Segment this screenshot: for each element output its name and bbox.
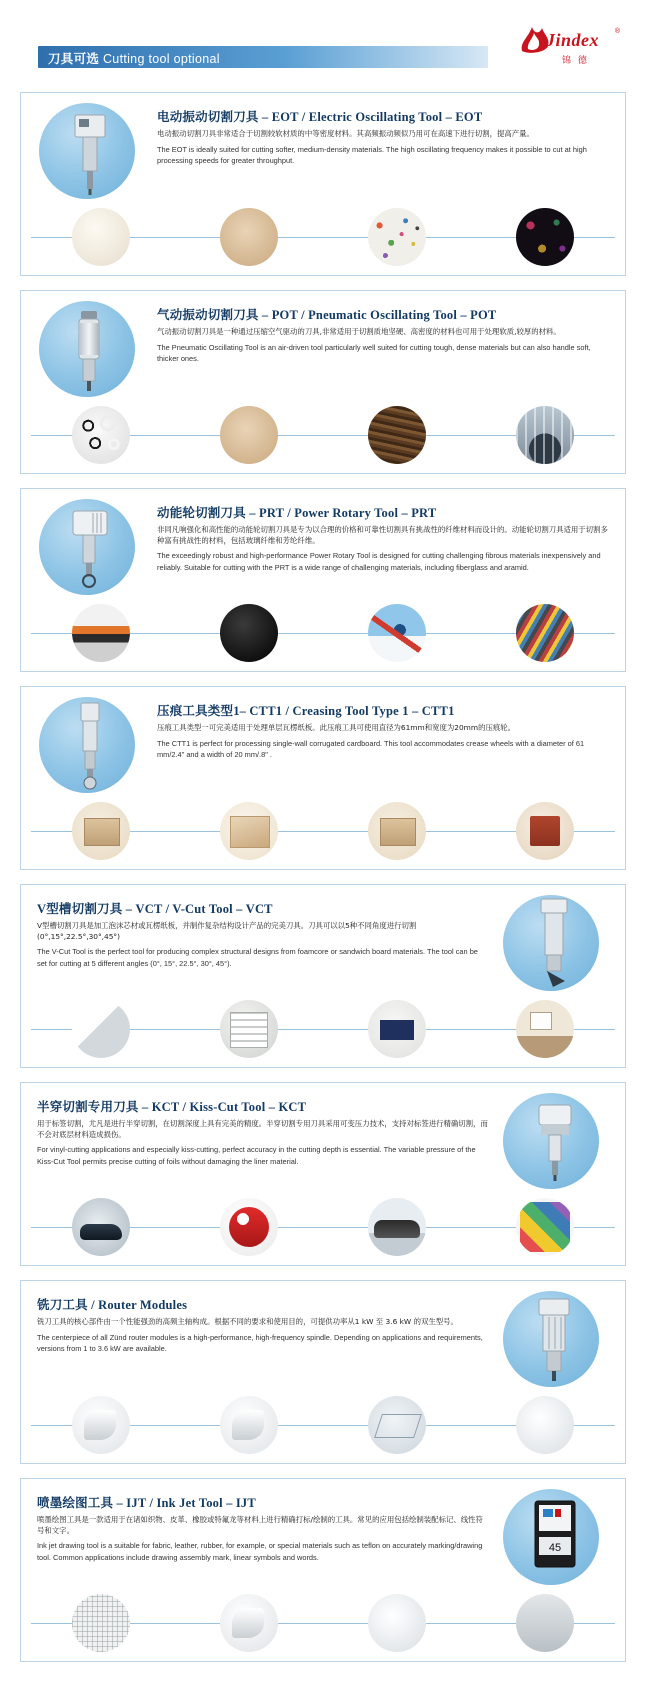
tool-desc-cn: 铣刀工具的核心部件由一个性能强劲的高频主轴构成。根据不同的要求和使用目的，可提供功率从1 kW 至 3.6 kW 的双生型号。 [37, 1317, 458, 1326]
tool-photo-pot [31, 299, 151, 399]
text-column [151, 497, 615, 573]
tool-title: 铣刀工具 / Router Modules [37, 1298, 188, 1312]
thumbnail-gasket-rings [72, 406, 130, 464]
ink-jet-tool-illustration [495, 1487, 615, 1587]
tool-desc-en: Ink jet drawing tool is a suitable for fabric, leather, rubber, for example, or special materials such as teflon on accurately marking/drawing tool. Common applications include drawing assembly mark, linear symbols and words. [37, 1541, 483, 1562]
tool-title: V型槽切割刀具 – VCT / V-Cut Tool – VCT [37, 902, 273, 916]
tool-card-ctt1 [20, 686, 626, 870]
tool-desc-cn: 喷墨绘图工具是一款适用于在诸如织物、皮革、橡胶或特氟龙等材料上进行精确打标/绘制的工具。常见的应用包括绘制装配标记、线性符号和文字。 [37, 1515, 483, 1535]
tool-card-eot [20, 92, 626, 276]
text-column [151, 299, 615, 364]
logo-chinese-name: 锦 德 [562, 56, 589, 66]
thumbnail-layered-composite [72, 604, 130, 662]
thumbnail-carton-boxes [72, 802, 130, 860]
thumbnail-curved-plastic [220, 1396, 278, 1454]
thumbnail-grey-plate [516, 1594, 574, 1652]
thumbnail-strip [27, 1393, 619, 1457]
thumbnail-strip [27, 403, 619, 467]
registered-mark: ® [614, 28, 620, 35]
power-rotary-tool-illustration [31, 497, 151, 597]
thumbnail-open-box [220, 802, 278, 860]
thumbnail-strip [27, 1195, 619, 1259]
card-top [21, 885, 625, 997]
tool-desc-cn: 用于标签切割，尤凡是进行半穿切割，在切割深度上具有完美的精度。半穿切割专用刀具采用可变压力技术，支持对标签进行精确切割，而不会对底层材料造成损伤。 [37, 1119, 488, 1139]
tool-photo-vct [495, 893, 615, 993]
card-top [21, 687, 625, 799]
section-title-bar [38, 46, 488, 68]
thumbnail-strip [27, 601, 619, 665]
tool-desc-cn: 电动振动切割刀具非常适合于切割较软材质的中等密度材料。其高频振动频似乃用可在高速下进行切割，提高产量。 [157, 129, 534, 138]
tool-photo-prt [31, 497, 151, 597]
card-top [21, 1479, 625, 1591]
tool-desc-en: The exceedingly robust and high-performance Power Rotary Tool is designed for cutting challenging fibrous materials inexpensively and reliably. Suitable for cutting with the PRT is a wide range of challenging materials, including fiberglass and aramid. [157, 551, 601, 572]
text-column [31, 1091, 495, 1167]
thumbnail-vehicle-wrap [368, 1198, 426, 1256]
text-column [31, 1487, 495, 1563]
tool-title: 喷墨绘图工具 – IJT / Ink Jet Tool – IJT [37, 1496, 256, 1510]
text-column [31, 1289, 495, 1354]
thumbnail-strip [27, 1591, 619, 1655]
tool-card-ijt [20, 1478, 626, 1662]
section-title-cn: 刀具可选 [48, 51, 100, 66]
text-column [151, 101, 615, 166]
section-title-en: Cutting tool optional [102, 52, 220, 66]
tool-title: 电动振动切割刀具 – EOT / Electric Oscillating Tool – EOT [157, 110, 483, 124]
thumbnail-navy-packaging [368, 1000, 426, 1058]
electric-oscillating-tool-illustration [31, 101, 151, 201]
thumbnail-black-carbon-fabric [220, 604, 278, 662]
tool-card-router [20, 1280, 626, 1464]
thumbnail-strip [27, 205, 619, 269]
thumbnail-strip [27, 799, 619, 863]
thumbnail-acrylic-wire-frame [368, 1396, 426, 1454]
thumbnail-shaped-foam [516, 1396, 574, 1454]
tool-desc-en: The EOT is ideally suited for cutting softer, medium-density materials. The high oscillating frequency makes it possible to cut at high processing speeds for greater throughput. [157, 144, 587, 165]
thumbnail-showroom-display [516, 1000, 574, 1058]
thumbnail-grey-sheet [72, 1000, 130, 1058]
thumbnail-display-boards [220, 1000, 278, 1058]
tool-card-vct [20, 884, 626, 1068]
text-column [31, 893, 495, 969]
tool-photo-router [495, 1289, 615, 1389]
thumbnail-folded-box [368, 802, 426, 860]
tool-title: 气动振动切割刀具 – POT / Pneumatic Oscillating Tool – POT [157, 308, 497, 322]
thumbnail-wood-veneer [368, 406, 426, 464]
thumbnail-leather-sample [220, 208, 278, 266]
tool-photo-ctt1 [31, 695, 151, 795]
pneumatic-oscillating-tool-illustration [31, 299, 151, 399]
thumbnail-leather-sample [220, 406, 278, 464]
thumbnail-foam-sample [72, 208, 130, 266]
svg-text:45: 45 [548, 1542, 562, 1554]
tool-card-pot [20, 290, 626, 474]
company-logo [516, 26, 620, 76]
thumbnail-white-curl-sample [220, 1594, 278, 1652]
tool-desc-en: The CTT1 is perfect for processing single-wall corrugated cardboard. This tool accommodates crease wheels with a diameter of 61 mm/2.4" and a width of 20 mm/.8" . [157, 738, 585, 759]
thumbnail-red-carton [516, 802, 574, 860]
thumbnail-terrazzo-sample [368, 208, 426, 266]
tool-card-kct [20, 1082, 626, 1266]
card-top [21, 93, 625, 205]
kiss-cut-tool-illustration [495, 1091, 615, 1191]
thumbnail-woven-mesh [72, 1594, 130, 1652]
card-top [21, 291, 625, 403]
card-top [21, 489, 625, 601]
tool-card-prt [20, 488, 626, 672]
thumbnail-white-curl-sample [72, 1396, 130, 1454]
tool-title: 半穿切割专用刀具 – KCT / Kiss-Cut Tool – KCT [37, 1100, 307, 1114]
thumbnail-foam-sample [368, 1594, 426, 1652]
thumbnail-ski-equipment [368, 604, 426, 662]
tool-desc-cn: 气动振动切割刀具是一种通过压缩空气驱动的刀具,非常适用于切割质地坚硬、高密度的材料也可用于处理软质,较厚的材料。 [157, 327, 561, 336]
tool-desc-en: The V-Cut Tool is the perfect tool for producing complex structural designs from foamcore or sandwich board materials. The tool can be set for cutting at 5 different angles (0°, 15°, 22.5°, 30°, 45°). [37, 947, 478, 968]
tool-photo-kct [495, 1091, 615, 1191]
thumbnail-strip [27, 997, 619, 1061]
tool-photo-ijt [495, 1487, 615, 1587]
card-top [21, 1281, 625, 1393]
thumbnail-cable-bundle [516, 604, 574, 662]
text-column [151, 695, 615, 760]
tool-title: 动能轮切割刀具 – PRT / Power Rotary Tool – PRT [157, 506, 437, 520]
thumbnail-red-ball-graphic [220, 1198, 278, 1256]
section-title [48, 49, 220, 67]
v-cut-tool-illustration [495, 893, 615, 993]
tool-desc-en: The centerpiece of all Zünd router modules is a high-performance, high-frequency spindle. Depending on applications and requirements, versions from 1 to 3.6 kW are available. [37, 1332, 483, 1353]
thumbnail-dark-floral-fabric [516, 208, 574, 266]
thumbnail-colored-stickers [516, 1198, 574, 1256]
tool-desc-en: The Pneumatic Oscillating Tool is an air-driven tool particularly well suited for cutting tough, dense materials but can also handle soft, thicker ones. [157, 342, 591, 363]
creasing-tool-illustration [31, 695, 151, 795]
page-header [0, 0, 646, 92]
router-module-illustration [495, 1289, 615, 1389]
tool-desc-cn: 压痕工具类型一可完美适用于处理单层瓦楞纸板。此压痕工具可使用直径为61mm和宽度为20mm的压痕轮。 [157, 723, 516, 732]
page-footer-space [0, 1676, 646, 1700]
tool-desc-en: For vinyl-cutting applications and especially kiss-cutting, perfect accuracy in the cutting depth is essential. The variable pressure of the Kiss-Cut Tool permits precise cutting of foils without damaging the liner material. [37, 1145, 476, 1166]
tool-desc-cn: V型槽切割刀具是加工泡沫芯材或瓦楞纸板，并制作复杂结构设计产品的完美刀具。刀具可以以5种不同角度进行切割(0°,15°,22.5°,30°,45°) [37, 921, 417, 941]
logo-wordmark: Jindex [546, 30, 600, 50]
tool-photo-eot [31, 101, 151, 201]
card-top [21, 1083, 625, 1195]
tool-title: 压痕工具类型1– CTT1 / Creasing Tool Type 1 – CTT1 [157, 704, 455, 718]
tool-desc-cn: 非同凡响强化和高性能的动能轮切割刀具是专为以合理的价格和可靠性切割具有挑战性的纤维材料而设计的。动能轮切割刀具适用于切割多种富有挑战性的材料，包括玻璃纤维和芳纶纤维。 [157, 525, 608, 545]
thumbnail-shoe-sole [72, 1198, 130, 1256]
thumbnail-machine-parts [516, 406, 574, 464]
